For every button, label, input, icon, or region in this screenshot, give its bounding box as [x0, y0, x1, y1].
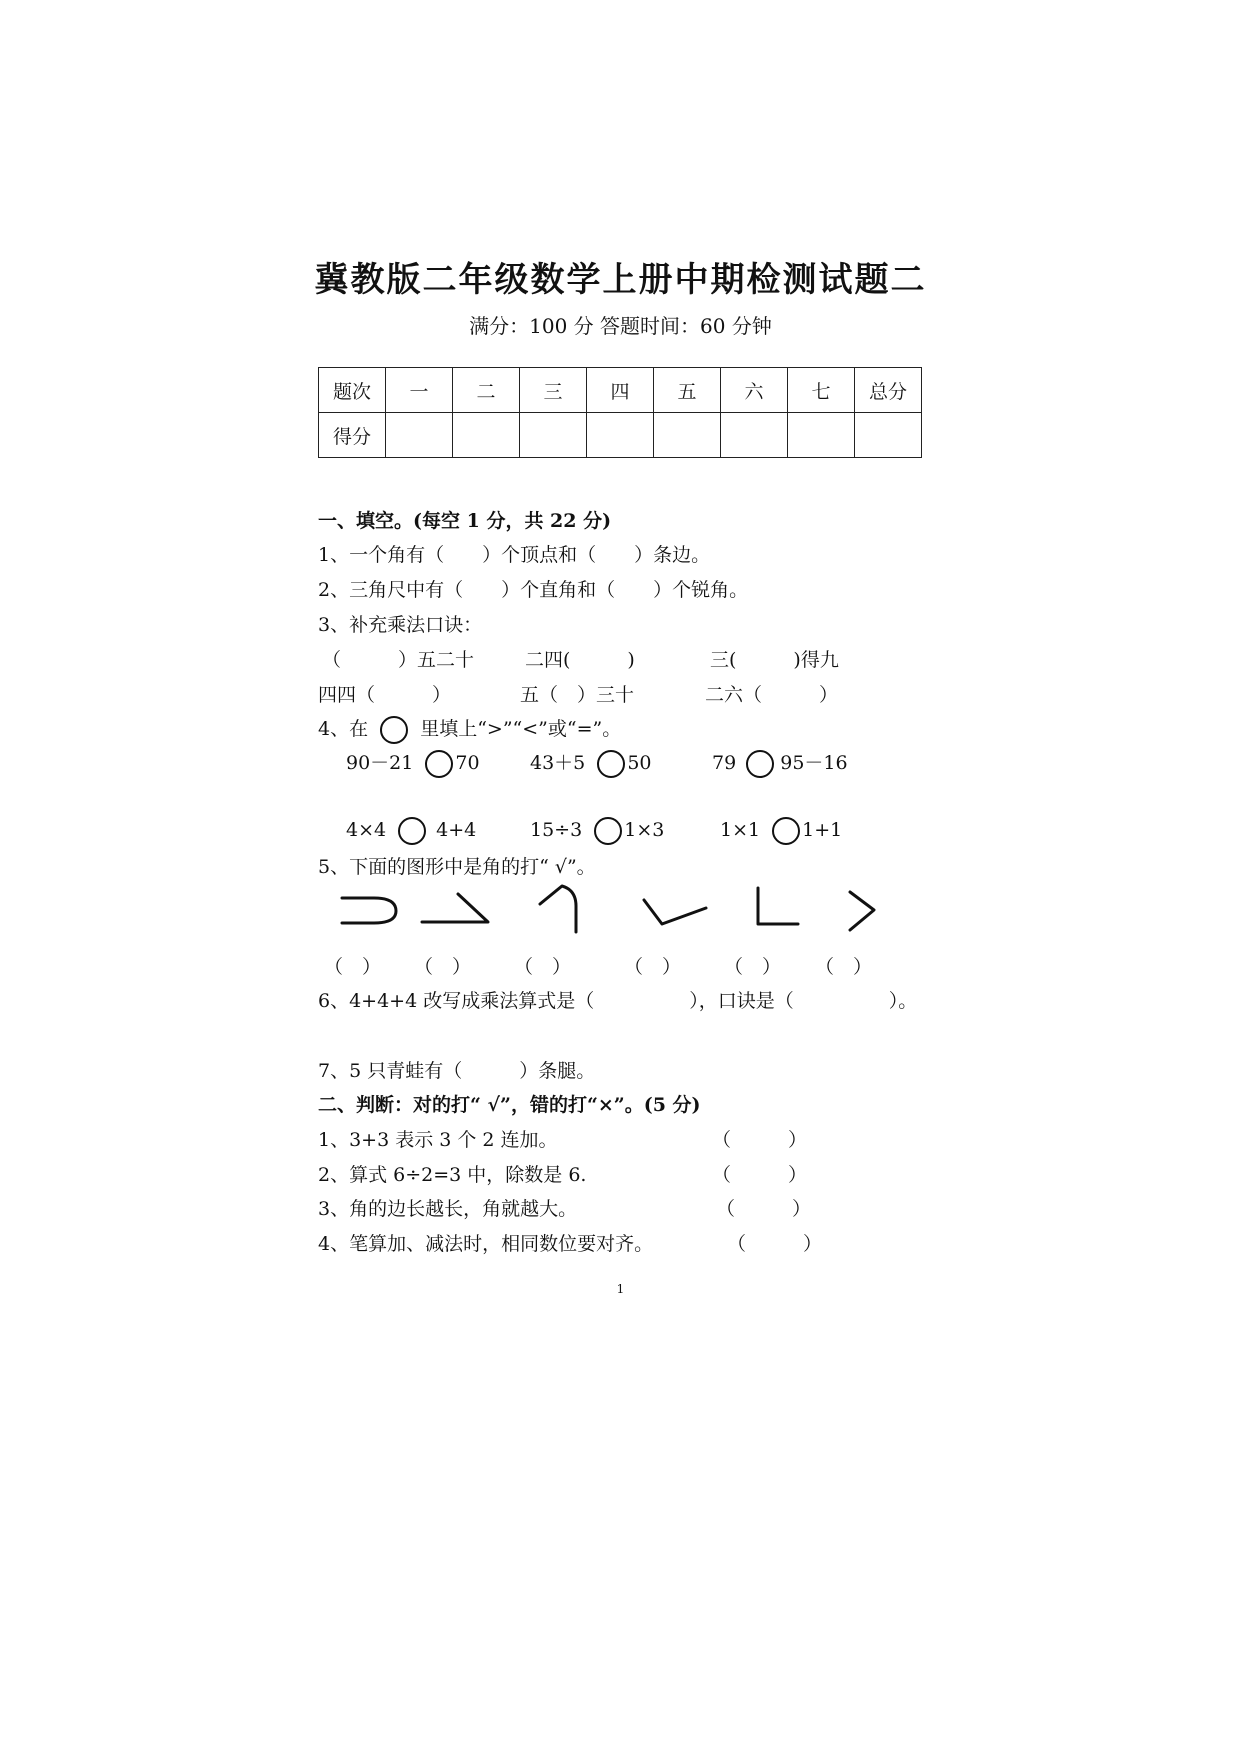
multiplication-blank: 三( )得九: [710, 649, 839, 671]
answer-paren[interactable]: （ ）: [414, 956, 472, 978]
comparison-left: 1×1: [720, 819, 761, 841]
answer-paren[interactable]: （ ）: [712, 1129, 808, 1151]
question-4-prefix: 4、在: [318, 718, 369, 740]
judgment-item: 2、算式 6÷2=3 中，除数是 6.: [318, 1164, 587, 1186]
question-1: 1、一个角有（ ）个顶点和（ ）条边。: [318, 544, 711, 566]
figure-right-angle-shape: [758, 888, 798, 924]
score-table-cell: 一: [386, 368, 453, 413]
score-table-cell: 七: [788, 368, 855, 413]
comparison-left: 90－21: [346, 752, 414, 774]
angle-figures: [330, 880, 890, 940]
exam-info: 满分：100 分 答题时间：60 分钟: [469, 314, 772, 338]
answer-circle[interactable]: [594, 817, 622, 845]
question-6: 6、4+4+4 改写成乘法算式是（ ），口诀是（ ）。: [318, 990, 918, 1012]
multiplication-blank: 五（ ）三十: [520, 684, 635, 706]
score-entry-cell[interactable]: [386, 413, 453, 458]
answer-paren[interactable]: （ ）: [727, 1233, 823, 1255]
figure-angle-shape: [422, 894, 488, 922]
comparison-left: 79: [712, 752, 737, 774]
comparison-right: 1×3: [624, 819, 665, 841]
comparison-left: 15÷3: [530, 819, 583, 841]
circle-icon: [380, 716, 408, 744]
score-table-cell: 总分: [855, 368, 922, 413]
judgment-item: 4、笔算加、减法时，相同数位要对齐。: [318, 1233, 654, 1255]
answer-paren[interactable]: （ ）: [712, 1164, 808, 1186]
comparison-item: [720, 817, 842, 845]
figure-angle-shape: [644, 900, 706, 924]
question-3: 3、补充乘法口诀：: [318, 614, 483, 636]
score-table-cell: 题次: [319, 368, 386, 413]
multiplication-blank: （ ）五二十: [322, 649, 475, 671]
multiplication-blank: 二六（ ）: [705, 684, 839, 706]
comparison-item: [530, 817, 664, 845]
score-entry-cell[interactable]: [788, 413, 855, 458]
figure-curve-shape: [342, 898, 396, 923]
question-4-suffix: 里填上“>”“<”或“=”。: [420, 718, 622, 740]
answer-paren[interactable]: （ ）: [624, 956, 682, 978]
question-5: 5、下面的图形中是角的打“ √”。: [318, 856, 596, 878]
score-table: [318, 367, 922, 458]
comparison-right: 4+4: [436, 819, 477, 841]
score-entry-cell[interactable]: [587, 413, 654, 458]
judgment-item: 1、3+3 表示 3 个 2 连加。: [318, 1129, 558, 1151]
answer-paren[interactable]: （ ）: [724, 956, 782, 978]
figure-open-angle-shape: [850, 892, 874, 930]
comparison-right: 95－16: [780, 752, 848, 774]
comparison-item: [712, 748, 848, 778]
question-4: [318, 714, 621, 744]
judgment-item: 3、角的边长越长，角就越大。: [318, 1198, 578, 1220]
answer-paren[interactable]: （ ）: [815, 956, 873, 978]
comparison-right: 70: [455, 752, 480, 774]
answer-circle[interactable]: [425, 750, 453, 778]
score-table-header-row: [319, 368, 922, 413]
answer-paren[interactable]: （ ）: [324, 956, 382, 978]
page-title: 冀教版二年级数学上册中期检测试题二: [314, 260, 927, 300]
answer-paren[interactable]: （ ）: [514, 956, 572, 978]
comparison-item: [346, 817, 476, 845]
answer-circle[interactable]: [398, 817, 426, 845]
answer-circle[interactable]: [772, 817, 800, 845]
score-entry-cell[interactable]: [520, 413, 587, 458]
comparison-right: 1+1: [802, 819, 843, 841]
comparison-right: 50: [627, 752, 652, 774]
multiplication-blank: 四四（ ）: [318, 684, 452, 706]
comparison-left: 43＋5: [530, 752, 586, 774]
answer-circle[interactable]: [746, 750, 774, 778]
score-entry-cell[interactable]: [654, 413, 721, 458]
section1-heading: 一、填空。(每空 1 分，共 22 分): [318, 510, 612, 532]
section2-heading: 二、判断：对的打“ √”，错的打“×”。(5 分): [318, 1094, 701, 1116]
figure-curved-angle-shape: [540, 886, 576, 932]
score-entry-cell[interactable]: [855, 413, 922, 458]
answer-paren[interactable]: （ ）: [716, 1198, 812, 1220]
score-table-cell: 二: [453, 368, 520, 413]
multiplication-blank: 二四( ): [525, 649, 635, 671]
answer-circle[interactable]: [597, 750, 625, 778]
score-entry-cell[interactable]: [453, 413, 520, 458]
page-number: 1: [616, 1282, 625, 1296]
score-entry-cell[interactable]: [721, 413, 788, 458]
score-table-cell: 三: [520, 368, 587, 413]
score-table-cell: 得分: [319, 413, 386, 458]
score-table-score-row: [319, 413, 922, 458]
question-7: 7、5 只青蛙有（ ）条腿。: [318, 1060, 596, 1082]
score-table-cell: 四: [587, 368, 654, 413]
comparison-left: 4×4: [346, 819, 387, 841]
score-table-cell: 五: [654, 368, 721, 413]
question-2: 2、三角尺中有（ ）个直角和（ ）个锐角。: [318, 579, 749, 601]
comparison-item: [346, 748, 480, 778]
comparison-item: [530, 748, 652, 778]
score-table-cell: 六: [721, 368, 788, 413]
